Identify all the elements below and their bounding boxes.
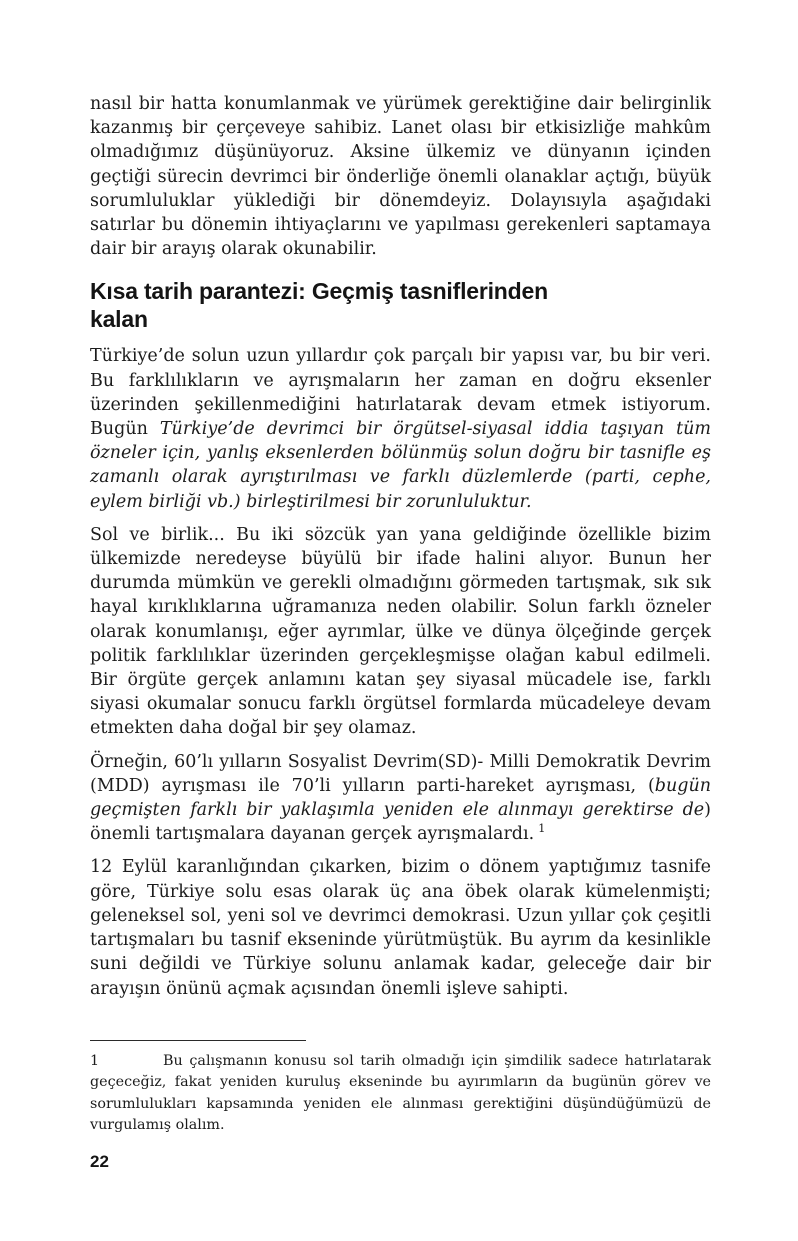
paragraph-ornek-normal2: ) önemli tartışmalara dayanan gerçek ayrışmalardı. <box>90 800 711 845</box>
paragraph-ornek-italic: bugün geçmişten farklı bir yaklaşımla yeniden ele alınmayı gerektirse de <box>90 775 711 821</box>
footnote-divider <box>90 1040 306 1041</box>
paragraph-eylul: 12 Eylül karanlığından çıkarken, bizim o dönem yaptığımız tasnife göre, Türkiye solu esas olarak üç ana öbek olarak kümelenmişti; geleneksel sol, yeni sol ve devrimci demokrasi. Uzun yıllar çok çeşitli tartışmaları bu tasnif ekseninde yürütmüştük. Bu ayrım da kesinlikle suni değildi ve Türkiye solunu anlamak kadar, geleceğe dair bir arayışın önünü açmak açısından önemli işleve sahipti. <box>90 857 711 999</box>
paragraph-tasnif-normal: Türkiye’de solun uzun yıllardır çok parçalı bir yapısı var, bu bir veri. Bu farklılıkların ve ayrışmaların her zaman en doğru eksenler üzerinden şekillenmediğini hatırlatarak devam etmek istiyorum. Bugün <box>90 346 711 440</box>
page-body <box>90 92 711 1010</box>
footnote-body: Bu çalışmanın konusu sol tarih olmadığı için şimdilik sadece hatırlatarak geçeceğiz, fakat yeniden kuruluş ekseninde bu ayırımların da bugünün görev ve sorumlulukları kapsamında yeniden ele alınması gerektiğini düşündüğümüzü de vurgulamış olalım. <box>90 1053 711 1134</box>
paragraph-tasnif <box>90 344 711 513</box>
footnote-reference: 1 <box>538 821 546 836</box>
footnote-area <box>90 1040 711 1137</box>
paragraph-birlik: Sol ve birlik... Bu iki sözcük yan yana geldiğinde özellikle bizim ülkemizde neredeyse büyülü bir ifade halini alıyor. Bunun her durumda mümkün ve gerekli olmadığını görmeden tartışmak, sık sık hayal kırıklıklarına uğramanıza neden olabilir. Solun farklı özneler olarak konumlanışı, eğer ayrımlar, ülke ve dünya ölçeğinde gerçek politik farklılıklar üzerinden gerçekleşmişse olağan kabul edilmeli. Bir örgüte gerçek anlamını katan şey siyasal mücadele ise, farklı siyasi okumalar sonucu farklı örgütsel formlarda mücadeleye devam etmekten daha doğal bir şey olamaz. <box>90 524 711 739</box>
page-number: 22 <box>90 1152 109 1171</box>
footnote-marker: 1 <box>90 1053 100 1069</box>
paragraph-ornek <box>90 750 711 847</box>
paragraph-intro: nasıl bir hatta konumlanmak ve yürümek gerektiğine dair belirginlik kazanmış bir çerçeveye sahibiz. Lanet olası bir etkisizliğe mahkûm olmadığımız düşünüyoruz. Aksine ülkemiz ve dünyanın içinden geçtiği sürecin devrimci bir önderliğe önemli olanaklar açtığı, büyük sorumluluklar yüklediği bir dönemdeyiz. Dolayısıyla aşağıdaki satırlar bu dönemin ihtiyaçlarını ve yapılması gerekenleri saptamaya dair bir arayış olarak okunabilir. <box>90 94 711 260</box>
paragraph-ornek-normal1: Örneğin, 60’lı yılların Sosyalist Devrim(SD)- Milli Demokratik Devrim (MDD) ayrışması ile 70’li yılların parti-hareket ayrışması, ( <box>90 751 711 796</box>
paragraph-tasnif-italic: Türkiye’de devrimci bir örgütsel-siyasal iddia taşıyan tüm özneler için, yanlış eksenlerden bölünmüş solun doğru bir tasnifle eş zamanlı olarak ayrıştırılması ve farklı düzlemlerde (parti, cephe, eylem birliği vb.) birleştirilmesi bir zorunluluktur. <box>90 419 712 512</box>
section-heading-line2: kalan <box>90 306 148 333</box>
footnote-text <box>90 1051 711 1137</box>
section-heading <box>90 277 711 333</box>
section-heading-line1: Kısa tarih parantezi: Geçmiş tasniflerinden <box>90 278 548 305</box>
